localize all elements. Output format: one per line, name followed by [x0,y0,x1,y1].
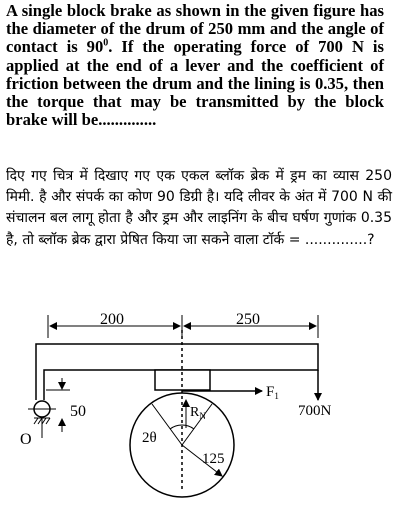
degree-superscript: 0 [103,37,109,49]
dimension-250: 250 [236,311,260,328]
reaction-label: $R_N$ [190,405,206,421]
block-brake-figure [0,300,418,519]
dimension-line-top [48,315,318,338]
question-english [6,2,384,129]
pivot [28,401,56,438]
dimension-50-label: 50 [70,403,86,420]
pivot-label: O [20,431,32,448]
dimension-200: 200 [100,311,124,328]
question-en-text-end: . If the operating force of 700 N is applied at the end of a lever and the coefficient of friction between the drum and the lining is 0.35, then the torque that may be transmitted by the block brake will be.............. [6,37,384,130]
load-label: 700N [298,403,332,419]
radius-label: 125 [202,451,225,467]
question-en-text: A single block brake as shown in the given figure has the diameter of the drum of 250 mm and the angle of contact is 90 [6,1,384,57]
force-f1-label: $F_1$ [266,384,279,401]
question-hindi: दिए गए चित्र में दिखाए गए एक एकल ब्लॉक ब्रेक में ड्रम का व्यास 250 मिमी. है और संपर्क का कोण 90 डिग्री है। यदि लीवर के अंत में 700 N की संचालन बल लागू होता है और ड्रम और लाइनिंग के बीच घर्षण गुणांक 0.35 है, तो ब्लॉक ब्रेक द्वारा प्रेषित किया जा सकने वाला टॉर्क = ..............? [6,168,392,248]
angle-label: 2θ [142,430,157,446]
